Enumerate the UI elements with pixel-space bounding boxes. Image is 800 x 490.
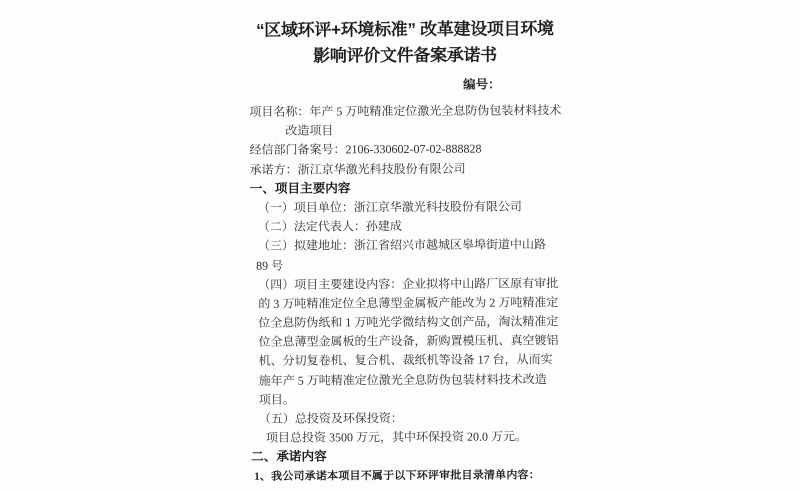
commitment-letter-document bbox=[249, 0, 564, 490]
promisor-line: 承诺方：浙江京华激光科技股份有限公司 bbox=[249, 161, 466, 177]
item-3-proposed-address: （三）拟建地址：浙江省绍兴市越城区皋埠街道中山路 bbox=[257, 237, 547, 254]
document-title bbox=[249, 16, 561, 70]
document-body bbox=[249, 101, 563, 486]
commitment-item-1: 1、我公司承诺本项目不属于以下环评审批目录清单内容： bbox=[254, 468, 540, 483]
construction-detail-line-2: 位全息防伪纸和 1 万吨光学微结构文创产品，淘汰精准定 bbox=[258, 314, 559, 330]
construction-detail-line-1: 的 3 万吨精准定位全息薄型金属板产能改为 2 万吨精准定 bbox=[258, 295, 559, 311]
section-2-heading: 二、承诺内容 bbox=[251, 449, 327, 465]
section-1-heading: 一、项目主要内容 bbox=[249, 181, 351, 196]
item-5-investment: （五）总投资及环保投资： bbox=[258, 411, 403, 426]
project-name-wrap-line: 改造项目 bbox=[285, 123, 334, 138]
document-title-line-1: “区域环评+环境标准” 改革建设项目环境 bbox=[255, 19, 554, 40]
item-4-construction-content: （四）项目主要建设内容：企业拟将中山路厂区原有审批 bbox=[258, 275, 559, 292]
construction-detail-line-4: 机、分切复卷机、复合机、裁纸机等设备 17 台，从而实 bbox=[258, 352, 553, 369]
item-2-legal-representative: （二）法定代表人：孙建成 bbox=[257, 219, 402, 234]
construction-closing-line: 项目。 bbox=[258, 392, 295, 407]
document-title-line-2: 影响评价文件备案承诺书 bbox=[313, 45, 497, 66]
investment-amount-line: 项目总投资 3500 万元，其中环保投资 20.0 万元。 bbox=[265, 429, 528, 445]
filing-number-line: 经信部门备案号：2106-330602-07-02-888828 bbox=[249, 141, 482, 158]
construction-detail-line-3: 位全息薄型金属板的生产设备，新购置模压机、真空镀铝 bbox=[258, 333, 559, 350]
item-1-project-unit: （一）项目单位：浙江京华激光科技股份有限公司 bbox=[257, 199, 522, 215]
project-name-line: 项目名称：年产 5 万吨精准定位激光全息防伪包装材料技术 bbox=[249, 103, 562, 119]
address-continuation-line: 89 号 bbox=[256, 258, 284, 273]
serial-number-label: 编号： bbox=[463, 77, 501, 92]
construction-detail-line-5: 施年产 5 万吨精准定位激光全息防伪包装材料技术改造 bbox=[258, 371, 547, 388]
